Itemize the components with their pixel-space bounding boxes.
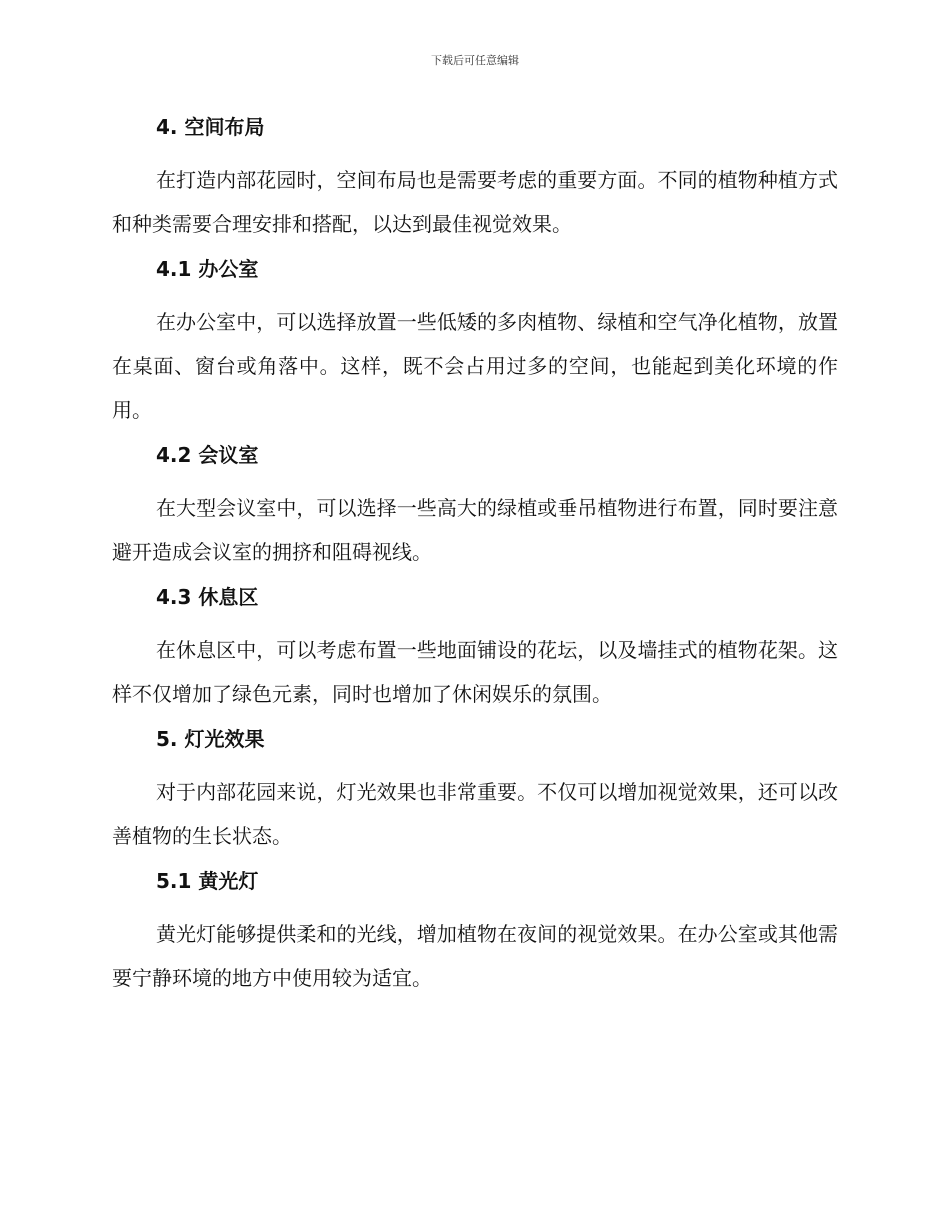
section-paragraph-yellow-light: 黄光灯能够提供柔和的光线，增加植物在夜间的视觉效果。在办公室或其他需要宁静环境的地方中使用较为适宜。 — [112, 922, 838, 990]
section-heading-office: 4.1 办公室 — [156, 257, 259, 281]
section-paragraph-spatial-layout: 在打造内部花园时，空间布局也是需要考虑的重要方面。不同的植物种植方式和种类需要合理安排和搭配，以达到最佳视觉效果。 — [112, 168, 838, 236]
section-paragraph-office: 在办公室中，可以选择放置一些低矮的多肉植物、绿植和空气净化植物，放置在桌面、窗台或角落中。这样，既不会占用过多的空间，也能起到美化环境的作用。 — [112, 310, 838, 422]
page-header: 下载后可任意编辑 — [431, 54, 519, 67]
section-paragraph-meeting-room: 在大型会议室中，可以选择一些高大的绿植或垂吊植物进行布置，同时要注意避开造成会议室的拥挤和阻碍视线。 — [112, 496, 838, 564]
section-heading-lighting: 5. 灯光效果 — [156, 727, 265, 751]
section-heading-yellow-light: 5.1 黄光灯 — [156, 869, 259, 893]
document-body — [112, 112, 838, 1000]
section-paragraph-lighting: 对于内部花园来说，灯光效果也非常重要。不仅可以增加视觉效果，还可以改善植物的生长状态。 — [112, 780, 838, 848]
section-heading-rest-area: 4.3 休息区 — [156, 585, 259, 609]
section-heading-meeting-room: 4.2 会议室 — [156, 443, 259, 467]
section-paragraph-rest-area: 在休息区中，可以考虑布置一些地面铺设的花坛，以及墙挂式的植物花架。这样不仅增加了绿色元素，同时也增加了休闲娱乐的氛围。 — [112, 638, 838, 706]
section-heading-spatial-layout: 4. 空间布局 — [156, 115, 265, 139]
